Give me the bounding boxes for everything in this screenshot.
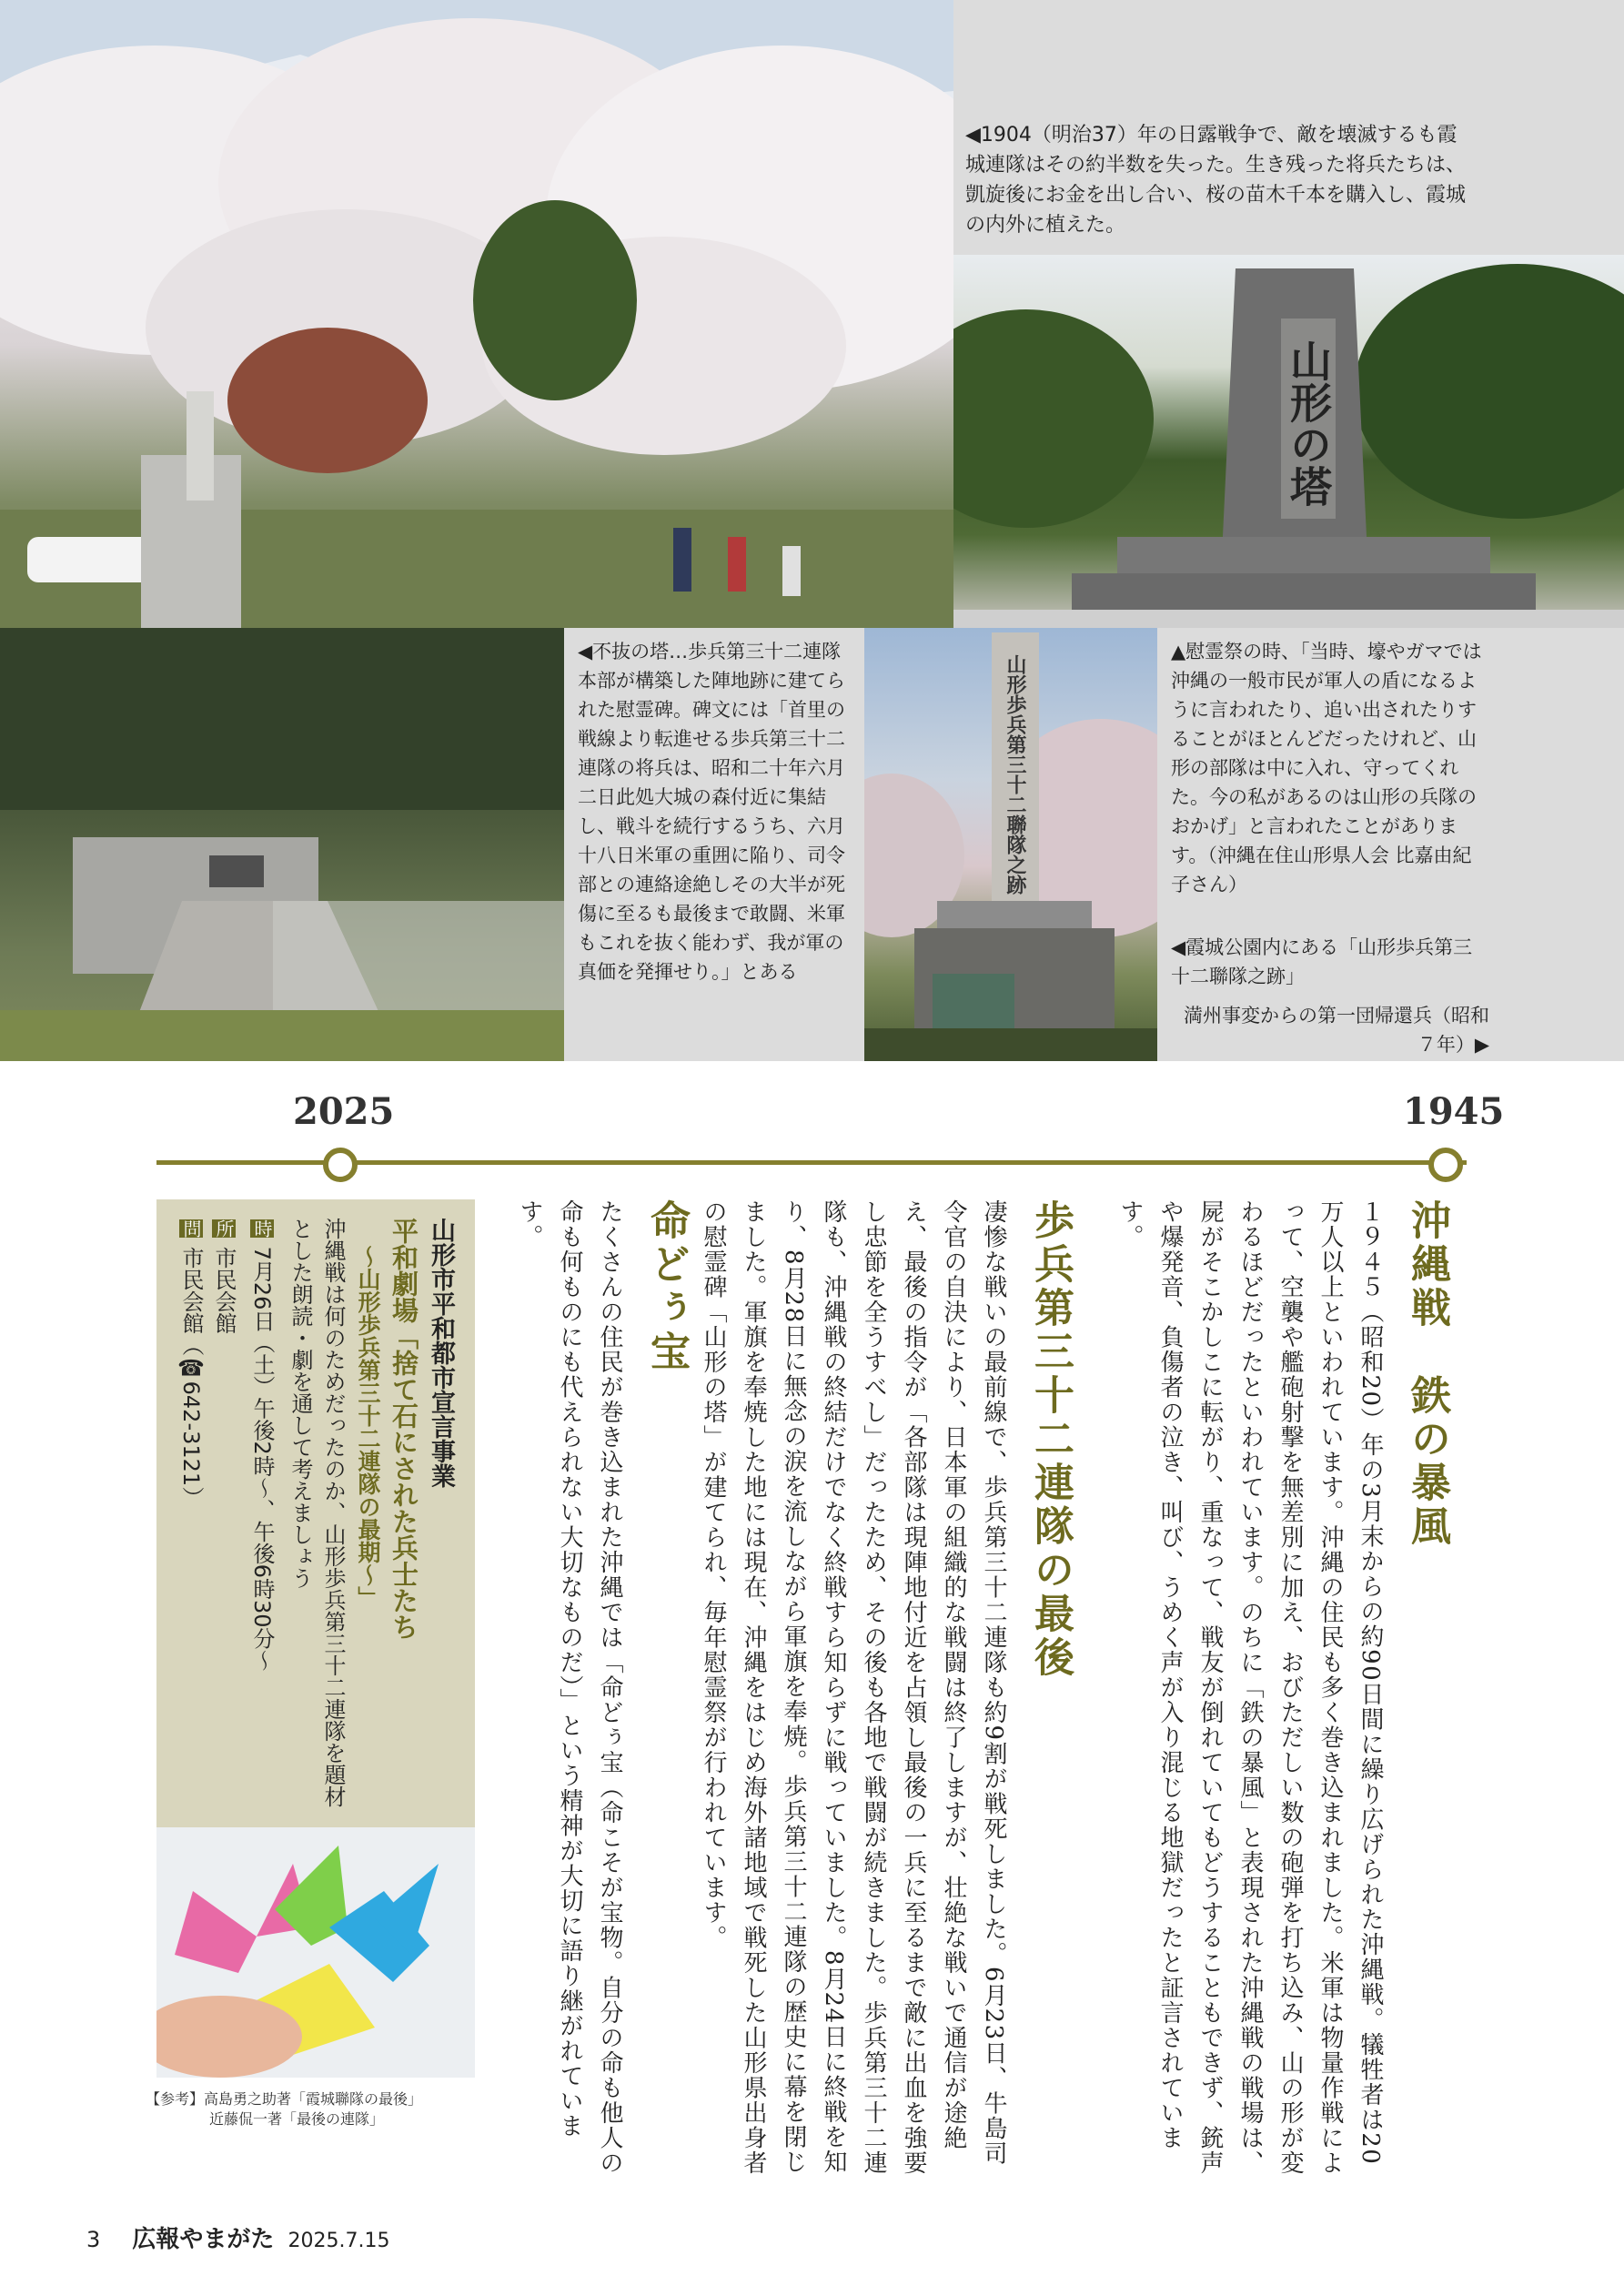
okinawa-section [1110,1199,1454,2182]
hohei-title: 歩兵第三十二連隊の最後 [1027,1199,1074,1680]
event-text [175,1218,459,1818]
event-place-row [207,1218,240,1818]
reference-tag: 【参考】 [146,2090,205,2108]
origami-photo [156,1827,475,2078]
kajo-caption: ◀霞城公園内にある「山形歩兵第三十二聯隊之跡」 [1171,936,1473,987]
hohei-section [693,1199,1077,2182]
event-title: 平和劇場「捨て石にされた兵士たち [388,1218,419,1640]
timeline-node-1945 [1428,1148,1463,1182]
manshu-caption: 満州事変からの第一団帰還兵（昭和７年）▶ [1184,1005,1489,1056]
event-contact: 市民会館（☎642-3121） [178,1246,204,1509]
page-number: 3 [86,2227,101,2252]
futtsu-caption-box [564,628,864,1061]
nuchi-title: 命どぅ宝 [643,1199,690,1374]
event-box [156,1199,475,1827]
right-caption-box [1157,628,1624,1061]
ireisai-caption: ▲慰霊祭の時、「当時、壕やガマでは沖縄の一般市民が軍人の盾になるように言われたり、追い出されたりすることがほとんどだったけれど、山形の部隊は中に入れ、守ってくれた。今の私があるのは山形の兵隊のおかげ」と言われたことがあります。（沖縄在住山形県人会 比嘉由紀子さん） [1171,641,1482,895]
kajo-pillar-photo [864,628,1157,1061]
event-time: 7月26日（土）午後2時～、午後6時30分～ [249,1246,275,1672]
event-contact-row [175,1218,207,1818]
reference-1-row [146,2089,491,2109]
nuchi-section [509,1199,693,2182]
futtsu-no-to-scene [0,628,564,1061]
event-subtitle: ～山形歩兵第三十二連隊の最期～」 [355,1245,381,1609]
place-tag: 所 [213,1219,235,1238]
reference-2: 近藤侃一著「最後の連隊」 [209,2110,385,2128]
okinawa-body: １９４５（昭和20）年の3月末からの約90日間に繰り広げられた沖縄戦。犠牲者は20万人以上といわれています。沖縄の住民も多く巻き込まれました。米軍は物量作戦によって、空襲や艦砲射撃を無差別に加え、おびただしい数の砲弾を打ち込み、山の形が変わるほどだったといわれています。のちに「鉄の暴風」と表現された沖縄戦の戦場は、屍がそこかしこに転がり、重なって、戦友が倒れていてもどうすることもできず、銃声や爆発音、負傷者の泣き、叫び、うめく声が入り混じる地獄だったと証言されています。 [1116,1199,1384,2176]
references [146,2089,491,2129]
timeline-node-2025 [323,1148,358,1182]
year-1945: 1945 [1403,1090,1505,1133]
sakura-caption-box [953,0,1624,255]
footer [86,2220,389,2254]
hohei-body: 凄惨な戦いの最前線で、歩兵第三十二連隊も約9割が戦死しました。6月23日、牛島司令官の自決により、日本軍の組織的な戦闘は終了しますが、壮絶な戦いで通信が途絶え、最後の指令が「各部隊は現陣地付近を占領し最後の一兵に至るまで敵に出血を強要し忠節を全うすべし」だったため、その後も各地で戦闘が続きました。歩兵第三十二連隊も、沖縄戦の終結だけでなく終戦すら知らずに戦っていました。8月24日に終戦を知り、8月28日に無念の涙を流しながら軍旗を奉焼。歩兵第三十二連隊の歴史に幕を閉じました。軍旗を奉焼した地には現在、沖縄をはじめ海外諸地域で戦死した山形県出身者の慰霊碑「山形の塔」が建てられ、毎年慰霊祭が行われています。 [700,1199,1007,2176]
event-time-row [246,1218,278,1818]
sakura-scene [0,0,953,628]
yamagata-no-to-photo [953,255,1624,628]
publication-logo: 広報やまがた [132,2226,275,2253]
okinawa-title: 沖縄戦 鉄の暴風 [1404,1199,1450,1549]
origami-scene [156,1827,475,2078]
sakura-photo [0,0,953,628]
event-org: 山形市平和都市宣言事業 [427,1218,455,1488]
event-desc: 沖縄戦は何のためだったのか、山形歩兵第三十二連隊を題材とした朗読・劇を通して考えましょう [287,1218,346,1807]
futtsu-caption: ◀不抜の塔…歩兵第三十二連隊本部が構築した陣地跡に建てられた慰霊碑。碑文には「首里の戦線より転進せる歩兵第三十二連隊の将兵は、昭和二十年六月二日此処大城の森付近に集結し、戦斗を続行するうち、六月十八日米軍の重囲に陥り、司令部との連絡途絶しその大半が死傷に至るも最後まで敢闘、米軍もこれを抜く能わず、我が軍の真価を発揮せり。」とある [578,641,845,983]
year-2025: 2025 [293,1090,395,1133]
event-place: 市民会館 [211,1246,237,1334]
nuchi-body: たくさんの住民が巻き込まれた沖縄では「命どぅ宝（命こそが宝物。自分の命も他人の命も何ものにも代えられない大切なものだ）」という精神が大切に語り継がれています。 [516,1199,623,2176]
reference-1: 高島勇之助著「霞城聯隊の最後」 [204,2090,423,2108]
kajo-pillar-inscription: 山形歩兵第三十二聯隊之跡 [1004,654,1027,895]
sakura-caption: ◀1904（明治37）年の日露戦争で、敵を壊滅するも霞城連隊はその約半数を失った。生き残った将兵たちは、凱旋後にお金を出し合い、桜の苗木千本を購入し、霞城の内外に植えた。 [965,124,1467,237]
yamagata-no-to-inscription: 山形の塔 [1284,339,1333,507]
time-tag: 時 [251,1219,273,1238]
futtsu-no-to-photo [0,628,564,1061]
publication-date: 2025.7.15 [287,2230,390,2252]
contact-tag: 問 [180,1219,202,1238]
